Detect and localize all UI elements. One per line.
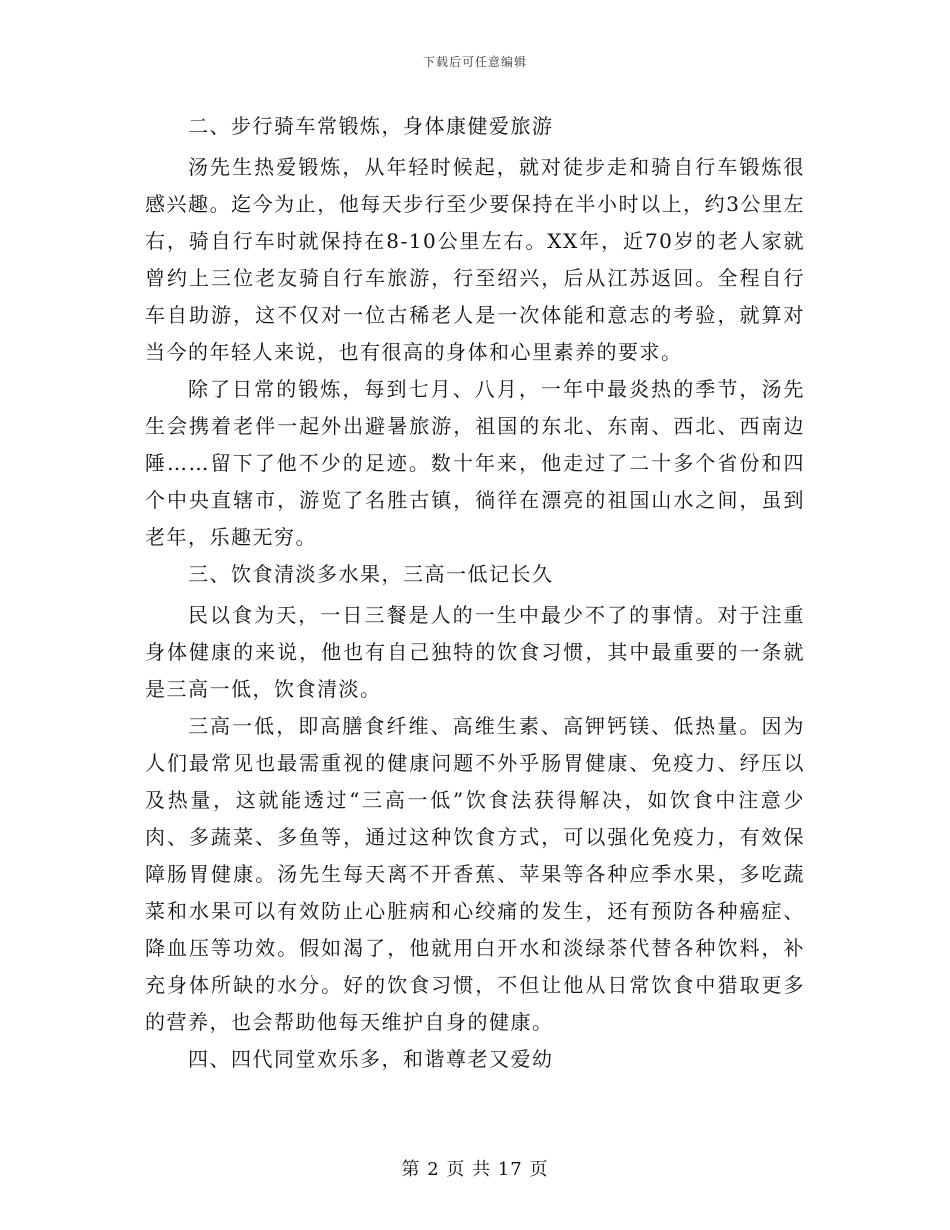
document-body	[145, 108, 805, 1082]
paragraph-exercise: 汤先生热爱锻炼，从年轻时候起，就对徒步走和骑自行车锻炼很感兴趣。迄今为止，他每天步行至少要保持在半小时以上，约3公里左右，骑自行车时就保持在8-10公里左右。XX年，近70岁的老人家就曾约上三位老友骑自行车旅游，行至绍兴，后从江苏返回。全程自行车自助游，这不仅对一位古稀老人是一次体能和意志的考验，就算对当今的年轻人来说，也有很高的身体和心里素养的要求。	[145, 155, 805, 364]
paragraph-travel: 除了日常的锻炼，每到七月、八月，一年中最炎热的季节，汤先生会携着老伴一起外出避暑旅游，祖国的东北、东南、西北、西南边陲……留下了他不少的足迹。数十年来，他走过了二十多个省份和四个中央直辖市，游览了名胜古镇，徜徉在漂亮的祖国山水之间，虽到老年，乐趣无穷。	[145, 377, 805, 549]
page-header: 下载后可任意编辑	[422, 55, 527, 69]
paragraph-diet-intro: 民以食为天，一日三餐是人的一生中最少不了的事情。对于注重身体健康的来说，他也有自己独特的饮食习惯，其中最重要的一条就是三高一低，饮食清淡。	[145, 603, 805, 701]
section-heading-family: 四、四代同堂欢乐多，和谐尊老又爱幼	[188, 1047, 554, 1071]
section-heading-walking-cycling: 二、步行骑车常锻炼，身体康健爱旅游	[188, 114, 554, 138]
section-heading-diet: 三、饮食清淡多水果，三高一低记长久	[188, 562, 554, 586]
page-number-footer: 第 2 页 共 17 页	[401, 1159, 549, 1180]
paragraph-diet-detail: 三高一低，即高膳食纤维、高维生素、高钾钙镁、低热量。因为人们最常见也最需重视的健康问题不外乎肠胃健康、免疫力、纾压以及热量，这就能透过“三高一低”饮食法获得解决，如饮食中注意少肉、多蔬菜、多鱼等，通过这种饮食方式，可以强化免疫力，有效保障肠胃健康。汤先生每天离不开香蕉、苹果等各种应季水果，多吃蔬菜和水果可以有效防止心脏病和心绞痛的发生，还有预防各种癌症、降血压等功效。假如渴了，他就用白开水和淡绿茶代替各种饮料，补充身体所缺的水分。好的饮食习惯，不但让他从日常饮食中猎取更多的营养，也会帮助他每天维护自身的健康。	[145, 714, 805, 1034]
